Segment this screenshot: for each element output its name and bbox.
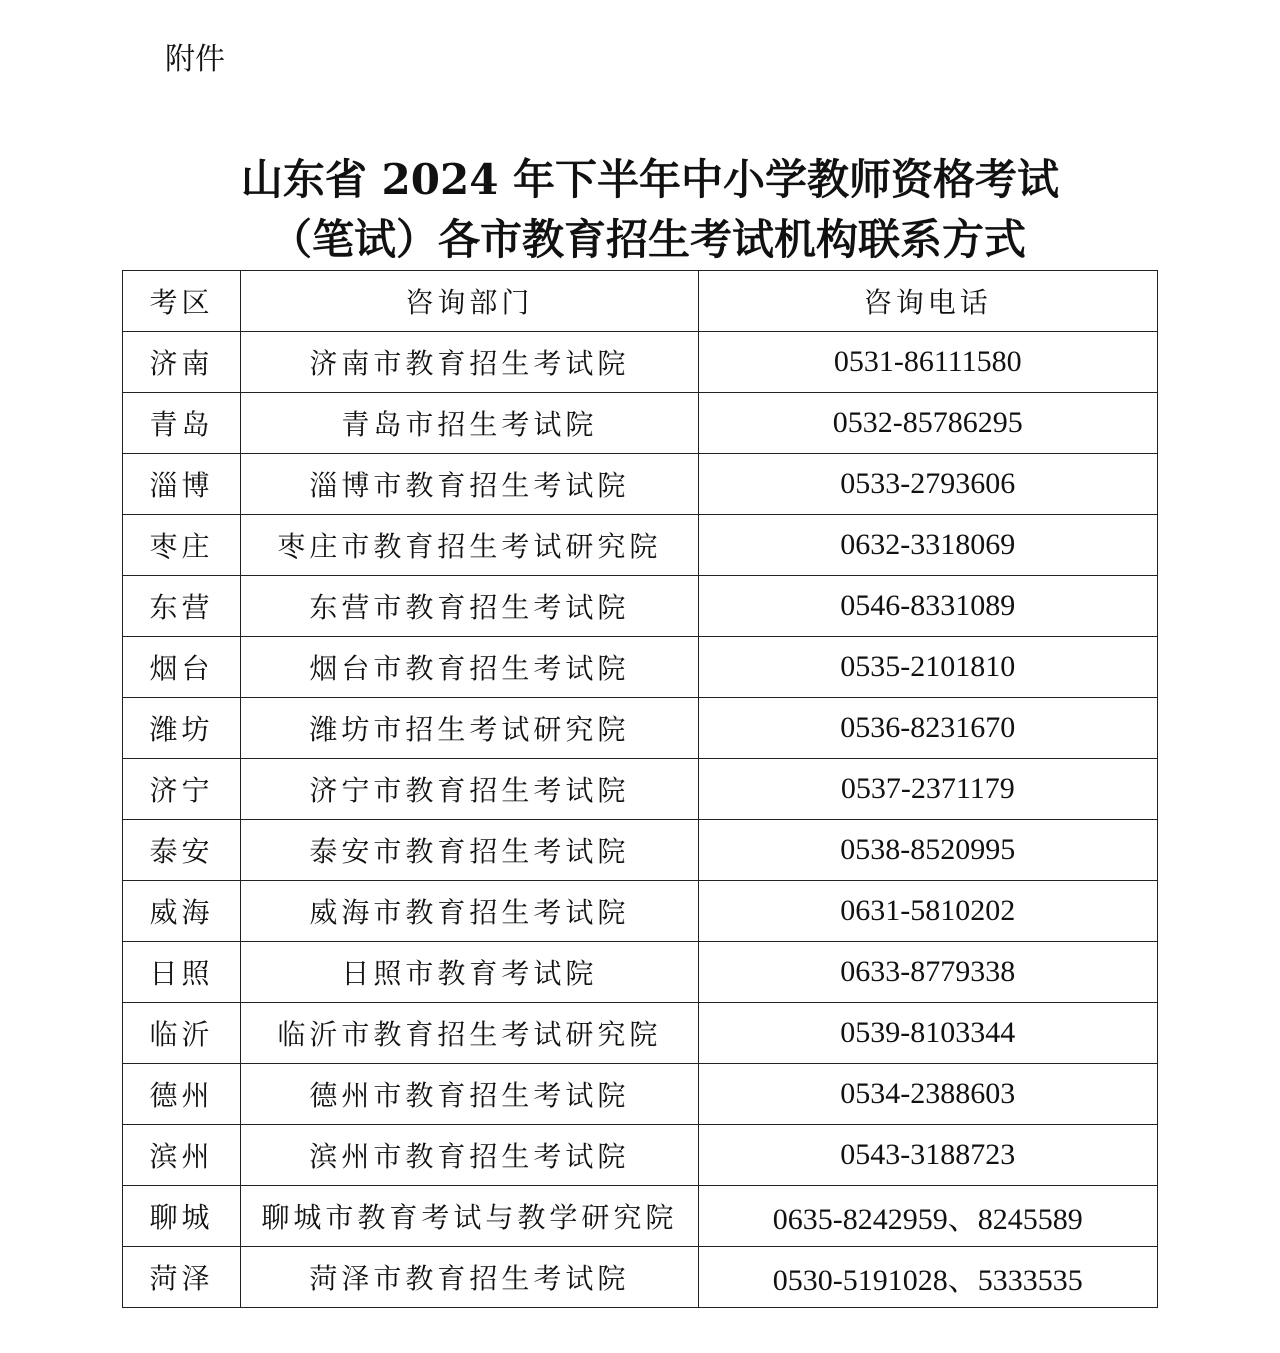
- table-row: [123, 515, 1158, 576]
- area-cell: 聊城: [123, 1186, 241, 1247]
- department-cell: 济宁市教育招生考试院: [241, 759, 698, 820]
- phone-cell: 0531-86111580: [698, 332, 1157, 393]
- phone-cell: 0535-2101810: [698, 637, 1157, 698]
- header-area: 考区: [123, 271, 241, 332]
- phone-cell: 0530-5191028、5333535: [698, 1247, 1157, 1308]
- area-cell: 威海: [123, 881, 241, 942]
- phone-cell: 0546-8331089: [698, 576, 1157, 637]
- table-row: [123, 1064, 1158, 1125]
- department-cell: 聊城市教育考试与教学研究院: [241, 1186, 698, 1247]
- contacts-table: [122, 270, 1158, 1308]
- phone-cell: 0538-8520995: [698, 820, 1157, 881]
- phone-cell: 0534-2388603: [698, 1064, 1157, 1125]
- area-cell: 滨州: [123, 1125, 241, 1186]
- phone-cell: 0532-85786295: [698, 393, 1157, 454]
- header-row: [123, 271, 1158, 332]
- department-cell: 烟台市教育招生考试院: [241, 637, 698, 698]
- department-cell: 泰安市教育招生考试院: [241, 820, 698, 881]
- department-cell: 日照市教育考试院: [241, 942, 698, 1003]
- department-cell: 临沂市教育招生考试研究院: [241, 1003, 698, 1064]
- area-cell: 德州: [123, 1064, 241, 1125]
- header-phone: 咨询电话: [698, 271, 1157, 332]
- area-cell: 淄博: [123, 454, 241, 515]
- area-cell: 菏泽: [123, 1247, 241, 1308]
- header-department: 咨询部门: [241, 271, 698, 332]
- table-row: [123, 1125, 1158, 1186]
- table-header: [123, 271, 1158, 332]
- table-row: [123, 393, 1158, 454]
- phone-cell: 0536-8231670: [698, 698, 1157, 759]
- area-cell: 泰安: [123, 820, 241, 881]
- area-cell: 枣庄: [123, 515, 241, 576]
- table-row: [123, 942, 1158, 1003]
- department-cell: 德州市教育招生考试院: [241, 1064, 698, 1125]
- table-row: [123, 698, 1158, 759]
- phone-cell: 0631-5810202: [698, 881, 1157, 942]
- department-cell: 济南市教育招生考试院: [241, 332, 698, 393]
- table-row: [123, 332, 1158, 393]
- department-cell: 枣庄市教育招生考试研究院: [241, 515, 698, 576]
- phone-cell: 0632-3318069: [698, 515, 1157, 576]
- department-cell: 滨州市教育招生考试院: [241, 1125, 698, 1186]
- phone-cell: 0543-3188723: [698, 1125, 1157, 1186]
- table-row: [123, 1186, 1158, 1247]
- phone-cell: 0635-8242959、8245589: [698, 1186, 1157, 1247]
- area-cell: 东营: [123, 576, 241, 637]
- document-title-line-2: （笔试）各市教育招生考试机构联系方式: [269, 215, 1026, 264]
- table-row: [123, 881, 1158, 942]
- phone-cell: 0539-8103344: [698, 1003, 1157, 1064]
- department-cell: 淄博市教育招生考试院: [241, 454, 698, 515]
- phone-cell: 0537-2371179: [698, 759, 1157, 820]
- table-row: [123, 1247, 1158, 1308]
- department-cell: 东营市教育招生考试院: [241, 576, 698, 637]
- table-row: [123, 1003, 1158, 1064]
- area-cell: 日照: [123, 942, 241, 1003]
- area-cell: 临沂: [123, 1003, 241, 1064]
- document-title-line-1: 山东省 2024 年下半年中小学教师资格考试: [240, 155, 1060, 204]
- area-cell: 济宁: [123, 759, 241, 820]
- table-body: [123, 332, 1158, 1308]
- department-cell: 青岛市招生考试院: [241, 393, 698, 454]
- table-row: [123, 637, 1158, 698]
- phone-cell: 0533-2793606: [698, 454, 1157, 515]
- department-cell: 菏泽市教育招生考试院: [241, 1247, 698, 1308]
- attachment-label: 附件: [165, 42, 225, 77]
- phone-cell: 0633-8779338: [698, 942, 1157, 1003]
- area-cell: 潍坊: [123, 698, 241, 759]
- area-cell: 青岛: [123, 393, 241, 454]
- area-cell: 烟台: [123, 637, 241, 698]
- department-cell: 威海市教育招生考试院: [241, 881, 698, 942]
- table-row: [123, 576, 1158, 637]
- area-cell: 济南: [123, 332, 241, 393]
- table-row: [123, 820, 1158, 881]
- table-row: [123, 759, 1158, 820]
- table-row: [123, 454, 1158, 515]
- department-cell: 潍坊市招生考试研究院: [241, 698, 698, 759]
